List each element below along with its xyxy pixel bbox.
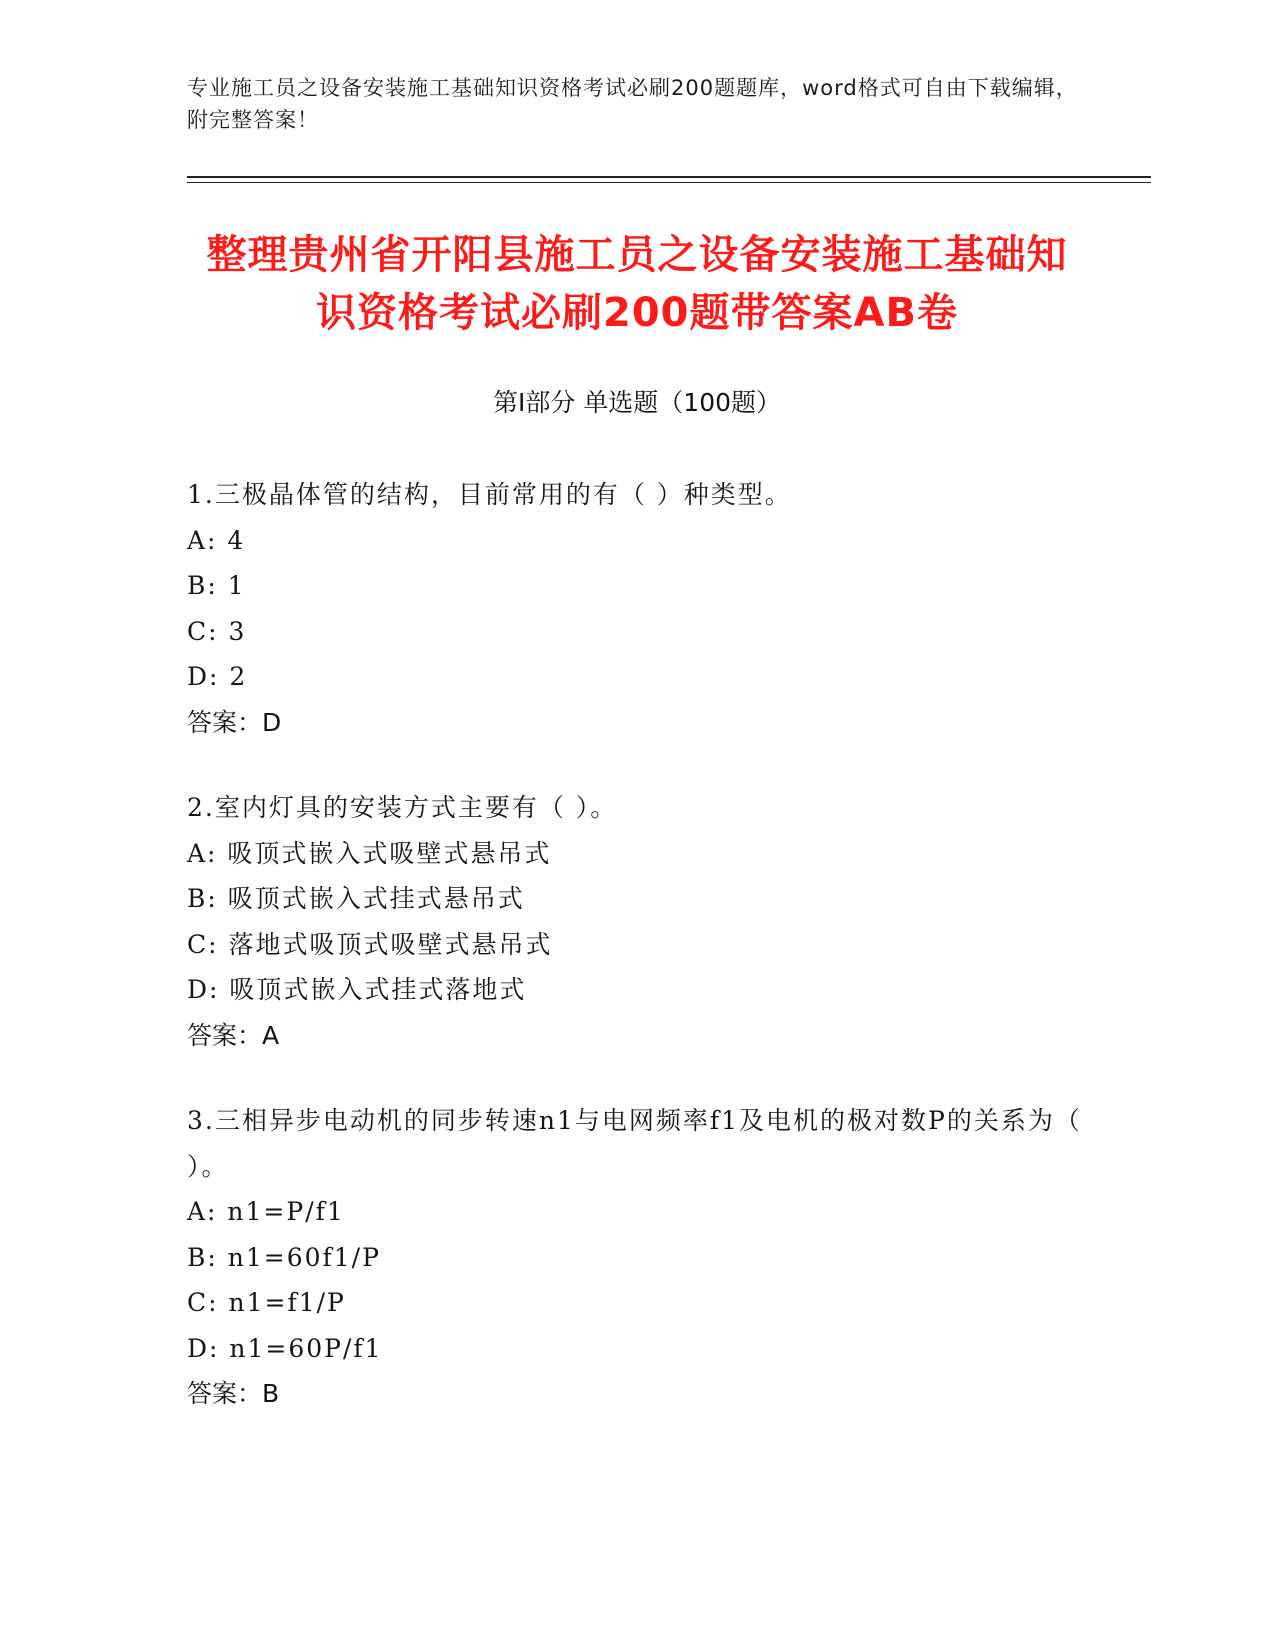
- option-d: D: 2: [187, 662, 248, 691]
- question-list: [187, 472, 1087, 1457]
- header-divider-thick: [187, 176, 1151, 178]
- option-d: D: 吸顶式嵌入式挂式落地式: [187, 975, 527, 1004]
- option-c: C: 3: [187, 616, 247, 646]
- option-a: A: 吸顶式嵌入式吸壁式悬吊式: [187, 838, 552, 868]
- question-stem: 1.三极晶体管的结构，目前常用的有（ ）种类型。: [187, 480, 792, 509]
- option-c: C: n1=f1/P: [187, 1288, 346, 1317]
- section-title: 第I部分 单选题（100题）: [492, 388, 782, 417]
- question-stem: 2.室内灯具的安装方式主要有（ ）。: [187, 793, 618, 822]
- header-divider-thin: [187, 182, 1151, 183]
- answer-line: 答案：B: [187, 1379, 280, 1408]
- header-note: 专业施工员之设备安装施工基础知识资格考试必刷200题题库，word格式可自由下载编辑，附完整答案！: [187, 76, 1078, 132]
- question-stem: 3.三相异步电动机的同步转速n1与电网频率f1及电机的极对数P的关系为（ ）。: [187, 1106, 1082, 1181]
- answer-line: 答案：D: [187, 707, 282, 737]
- option-a: A: n1=P/f1: [187, 1197, 345, 1226]
- question-item: [187, 1098, 1087, 1417]
- question-item: [187, 472, 1087, 745]
- option-c: C: 落地式吸顶式吸壁式悬吊式: [187, 929, 553, 959]
- option-b: B: 1: [187, 571, 246, 600]
- option-d: D: n1=60P/f1: [187, 1333, 383, 1363]
- document-title: 整理贵州省开阳县施工员之设备安装施工基础知识资格考试必刷200题带答案AB卷: [206, 232, 1068, 336]
- answer-line: 答案：A: [187, 1020, 280, 1050]
- option-b: B: n1=60f1/P: [187, 1242, 381, 1272]
- question-item: [187, 785, 1087, 1058]
- option-a: A: 4: [187, 525, 246, 555]
- option-b: B: 吸顶式嵌入式挂式悬吊式: [187, 884, 525, 913]
